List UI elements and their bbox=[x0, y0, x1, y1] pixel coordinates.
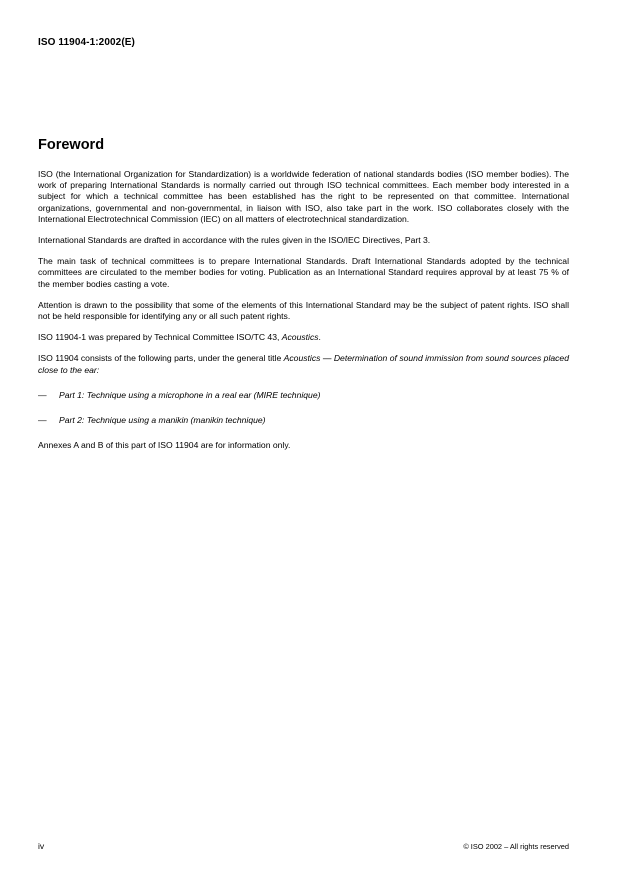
prepared-by-suffix: . bbox=[318, 332, 321, 343]
dash-bullet: — bbox=[38, 389, 47, 400]
prepared-by-text: ISO 11904-1 was prepared by Technical Committee ISO/TC 43, bbox=[38, 332, 282, 343]
dash-bullet: — bbox=[38, 415, 47, 426]
parts-intro-text: ISO 11904 consists of the following parts, under the general title bbox=[38, 353, 284, 364]
page-number: iv bbox=[38, 841, 45, 851]
paragraph-main-task: The main task of technical committees is to prepare International Standards. Draft International Standards adopted by the technical committees are circulated to the member bodies for voting. Publication as an International Standard requires approval by at least 75 % of the member bodies casting a vote. bbox=[38, 256, 569, 289]
general-title: Acoustics — Determination of sound immission from sound sources placed close to the ear: bbox=[38, 353, 569, 375]
paragraph-parts-intro bbox=[38, 353, 569, 375]
part-1-title: Part 1: Technique using a microphone in a real ear (MIRE technique) bbox=[59, 389, 321, 400]
paragraph-directives: International Standards are drafted in accordance with the rules given in the ISO/IEC Directives, Part 3. bbox=[38, 235, 431, 246]
list-item bbox=[38, 390, 569, 401]
copyright-notice: © ISO 2002 – All rights reserved bbox=[463, 842, 569, 851]
part-2-title: Part 2: Technique using a manikin (manikin technique) bbox=[59, 415, 266, 426]
committee-title: Acoustics bbox=[281, 332, 319, 343]
paragraph-iso-description: ISO (the International Organization for Standardization) is a worldwide federation of national standards bodies (ISO member bodies). The work of preparing International Standards is normally carried out through ISO technical committees. Each member body interested in a subject for which a technical committee has been established has the right to be represented on that committee. International organizations, governmental and non-governmental, in liaison with ISO, also take part in the work. ISO collaborates closely with the International Electrotechnical Commission (IEC) on all matters of electrotechnical standardization. bbox=[38, 169, 569, 224]
paragraph-patent-rights: Attention is drawn to the possibility that some of the elements of this International Standard may be the subject of patent rights. ISO shall not be held responsible for identifying any or all such patent rights. bbox=[38, 299, 569, 322]
foreword-body bbox=[38, 169, 569, 461]
document-id-header: ISO 11904-1:2002(E) bbox=[38, 37, 135, 48]
list-item bbox=[38, 415, 569, 426]
paragraph-prepared-by bbox=[38, 332, 569, 343]
page-title: Foreword bbox=[38, 137, 105, 153]
paragraph-annexes: Annexes A and B of this part of ISO 11904 are for information only. bbox=[38, 440, 291, 451]
